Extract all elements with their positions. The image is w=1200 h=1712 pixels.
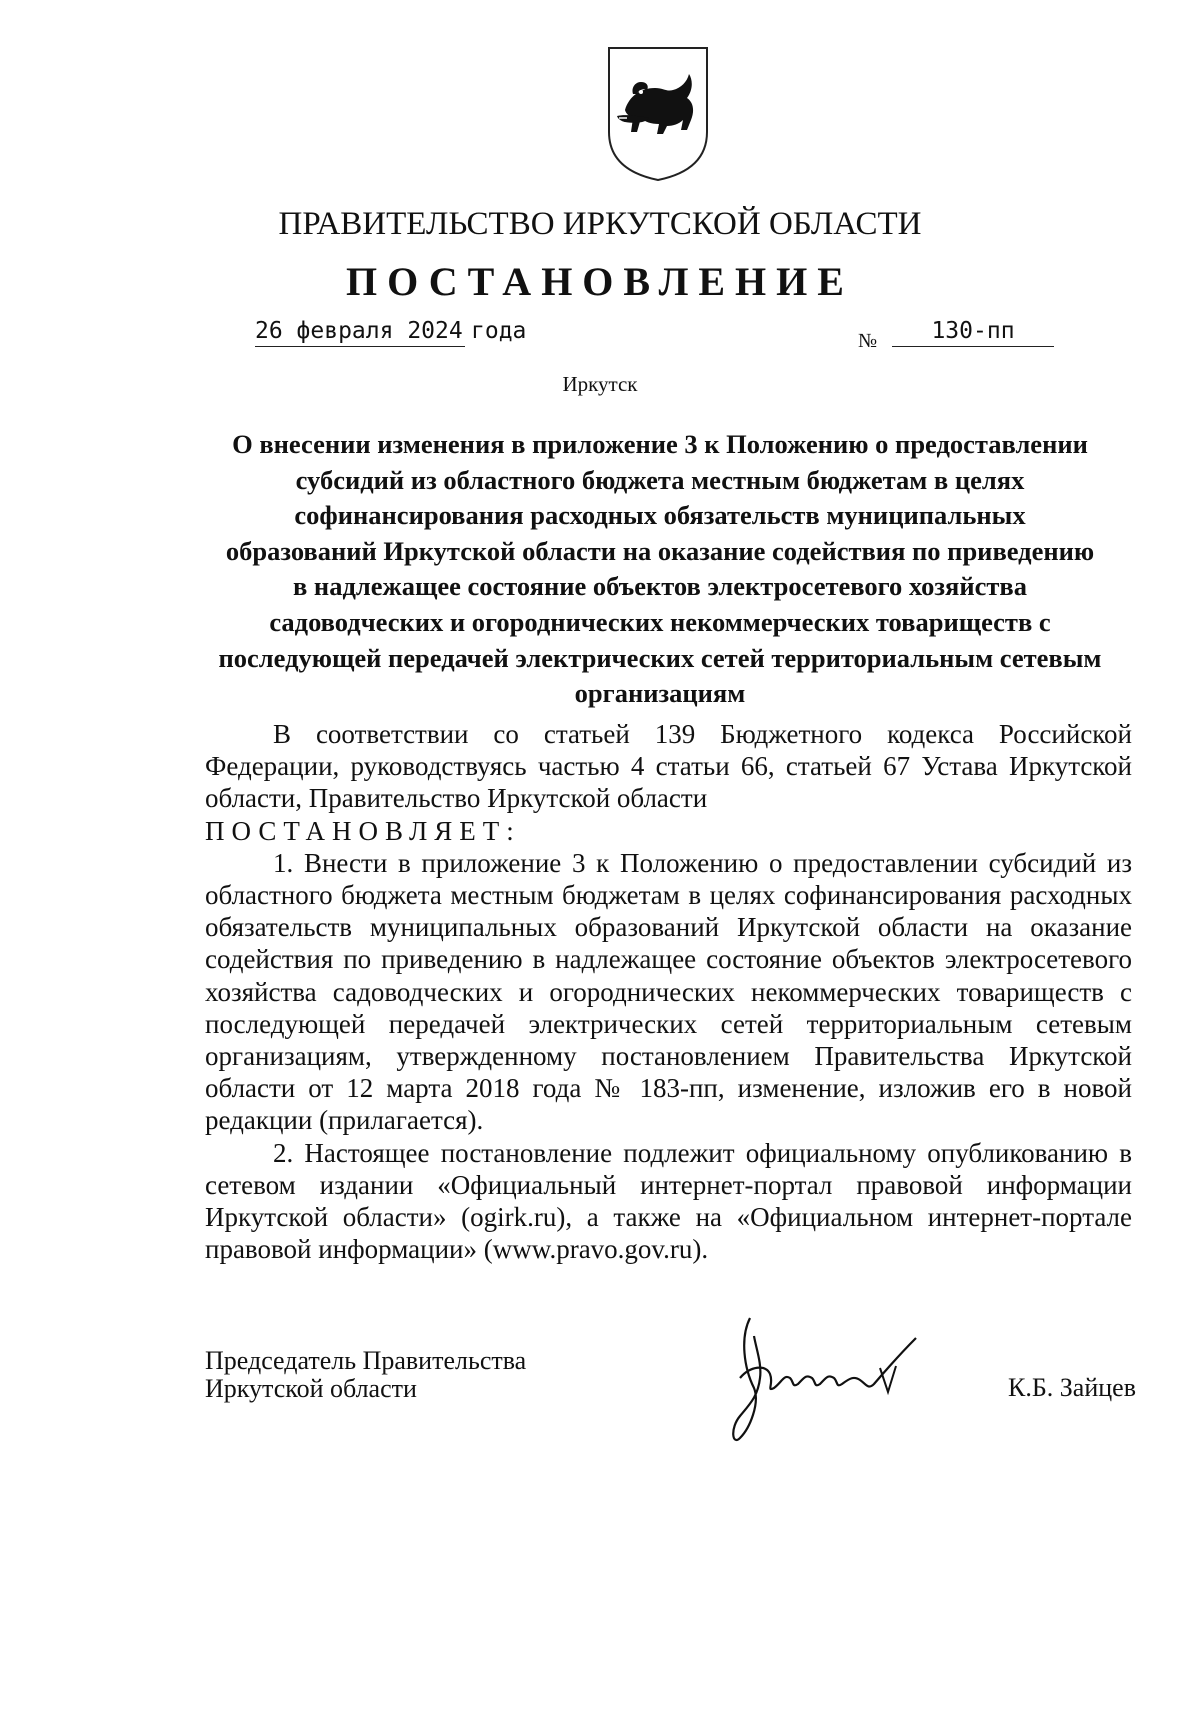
coat-of-arms-icon (603, 44, 713, 184)
document-body (205, 718, 1132, 1265)
document-city: Иркутск (562, 372, 638, 396)
title-line: организациям (574, 678, 746, 709)
title-line: софинансирования расходных обязательств муниципальных (294, 500, 1026, 531)
title-line: в надлежащее состояние объектов электросетевого хозяйства (293, 571, 1027, 602)
issuing-authority: ПРАВИТЕЛЬСТВО ИРКУТСКОЙ ОБЛАСТИ (278, 206, 922, 242)
signatory-name: К.Б. Зайцев (1008, 1373, 1136, 1402)
item-2-paragraph: 2. Настоящее постановление подлежит официальному опубликованию в сетевом издании «Официальный интернет-портал правовой информации Иркутской области» (ogirk.ru), а также на «Официальном интернет-портале правовой информации» (www.pravo.gov.ru). (205, 1137, 1132, 1265)
document-number: 130-пп (892, 318, 1054, 347)
position-line: Иркутской области (205, 1374, 417, 1403)
position-line: Председатель Правительства (205, 1346, 527, 1375)
title-line: субсидий из областного бюджета местным бюджетам в целях (295, 464, 1025, 495)
decree-word: ПОСТАНОВЛЯЕТ: (205, 815, 521, 846)
title-line: садоводческих и огороднических некоммерческих товариществ с (269, 606, 1051, 637)
document-date: 26 февраля 2024 (255, 318, 465, 347)
preamble-paragraph: В соответствии со статьей 139 Бюджетного кодекса Российской Федерации, руководствуясь частью 4 статьи 66, статьей 67 Устава Иркутской области, Правительство Иркутской области (205, 719, 1132, 814)
signatory-position (205, 1347, 526, 1403)
document-type: ПОСТАНОВЛЕНИЕ (346, 259, 854, 304)
title-line: последующей передачей электрических сетей территориальным сетевым (218, 642, 1102, 673)
document-title (190, 427, 1130, 712)
number-sign: № (858, 330, 878, 352)
title-line: образований Иркутской области на оказание содействия по приведению (225, 535, 1095, 566)
document-date-suffix: года (471, 318, 527, 344)
title-line: О внесении изменения в приложение 3 к Положению о предоставлении (232, 429, 1088, 459)
item-1-paragraph: 1. Внести в приложение 3 к Положению о предоставлении субсидий из областного бюджета местным бюджетам в целях софинансирования расходных обязательств муниципальных образований Иркутской области на оказание содействия по приведению в надлежащее состояние объектов электросетевого хозяйства садоводческих и огороднических некоммерческих товариществ с последующей передачей электрических сетей территориальным сетевым организациям, утвержденному постановлением Правительства Иркутской области от 12 марта 2018 года № 183-пп, изменение, изложив его в новой редакции (прилагается). (205, 847, 1132, 1136)
signature-icon (710, 1308, 950, 1448)
